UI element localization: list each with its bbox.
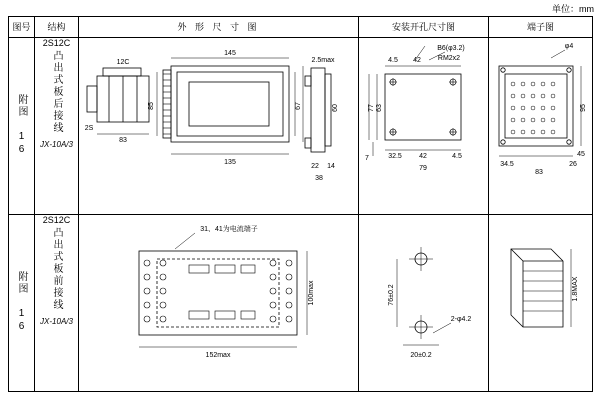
svg-text:2S: 2S: [84, 124, 94, 132]
structure-model: JX-10A/3: [40, 317, 73, 327]
svg-text:4.5: 4.5: [452, 152, 462, 160]
svg-text:B6(φ3.2): B6(φ3.2): [437, 44, 465, 52]
svg-text:85: 85: [148, 101, 155, 110]
cell-mounting-drawing: [359, 214, 489, 391]
header-structure: 结构: [35, 17, 79, 38]
svg-text:77: 77: [368, 103, 375, 112]
cell-fig-no: [9, 37, 35, 214]
svg-text:2.5max: 2.5max: [311, 56, 335, 64]
cell-structure: [35, 37, 79, 214]
svg-text:31、41为电流端子: 31、41为电流端子: [200, 225, 258, 233]
cell-mounting-drawing: [359, 37, 489, 214]
cell-structure: [35, 214, 79, 391]
svg-text:42: 42: [419, 152, 427, 160]
svg-text:79: 79: [419, 164, 427, 172]
svg-text:26: 26: [569, 160, 577, 168]
svg-text:RM2x2: RM2x2: [437, 54, 461, 62]
mounting-drawing-1: [359, 38, 487, 196]
spec-table: [8, 16, 593, 392]
outline-drawing-1: [79, 38, 357, 196]
header-fig-no: 图号: [9, 17, 35, 38]
svg-text:12C: 12C: [116, 58, 130, 66]
svg-text:45: 45: [577, 150, 585, 158]
structure-desc: 凸出式板后接线: [51, 49, 62, 134]
structure-code: 2S12C: [42, 37, 71, 48]
header-mounting: 安装开孔尺寸图: [359, 17, 489, 38]
unit-note: 单位：mm: [552, 4, 594, 14]
svg-text:83: 83: [119, 136, 127, 144]
svg-text:63: 63: [376, 103, 383, 112]
svg-text:152max: 152max: [205, 351, 231, 359]
header-outline: 外 形 尺 寸 图: [79, 17, 359, 38]
header-terminal: 端子图: [489, 17, 593, 38]
cell-fig-no: [9, 214, 35, 391]
outline-drawing-2: [79, 215, 357, 373]
fig-no-text: 附图 16: [16, 94, 27, 158]
svg-text:76±0.2: 76±0.2: [388, 284, 395, 306]
svg-text:38: 38: [315, 174, 323, 182]
cell-outline-drawing: [79, 214, 359, 391]
svg-text:83: 83: [535, 168, 543, 176]
svg-text:7: 7: [365, 154, 369, 162]
svg-text:22: 22: [311, 162, 319, 170]
table-header-row: [9, 17, 593, 38]
svg-text:67: 67: [295, 101, 302, 110]
svg-text:135: 135: [224, 158, 236, 166]
svg-text:2-φ4.2: 2-φ4.2: [450, 315, 472, 323]
svg-text:14: 14: [327, 162, 335, 170]
svg-text:95: 95: [580, 103, 587, 112]
terminal-drawing-2: [489, 215, 591, 373]
svg-text:34.5: 34.5: [500, 160, 514, 168]
table-row: [9, 37, 593, 214]
svg-text:42: 42: [413, 56, 421, 64]
structure-code: 2S12C: [42, 214, 71, 225]
svg-text:60: 60: [332, 103, 339, 112]
table-row: [9, 214, 593, 391]
svg-text:32.5: 32.5: [388, 152, 402, 160]
cell-terminal-drawing: [489, 37, 593, 214]
svg-text:φ4: φ4: [564, 42, 574, 50]
svg-text:1.8MAX: 1.8MAX: [572, 276, 579, 302]
svg-text:20±0.2: 20±0.2: [410, 351, 432, 359]
svg-text:145: 145: [224, 49, 236, 57]
structure-model: JX-10A/3: [40, 140, 73, 150]
terminal-drawing-1: [489, 38, 591, 196]
structure-desc: 凸出式板前接线: [51, 226, 62, 311]
fig-no-text: 附图 16: [16, 271, 27, 335]
svg-text:4.5: 4.5: [388, 56, 398, 64]
cell-outline-drawing: [79, 37, 359, 214]
cell-terminal-drawing: [489, 214, 593, 391]
svg-text:100max: 100max: [308, 280, 315, 306]
mounting-drawing-2: [359, 215, 487, 373]
